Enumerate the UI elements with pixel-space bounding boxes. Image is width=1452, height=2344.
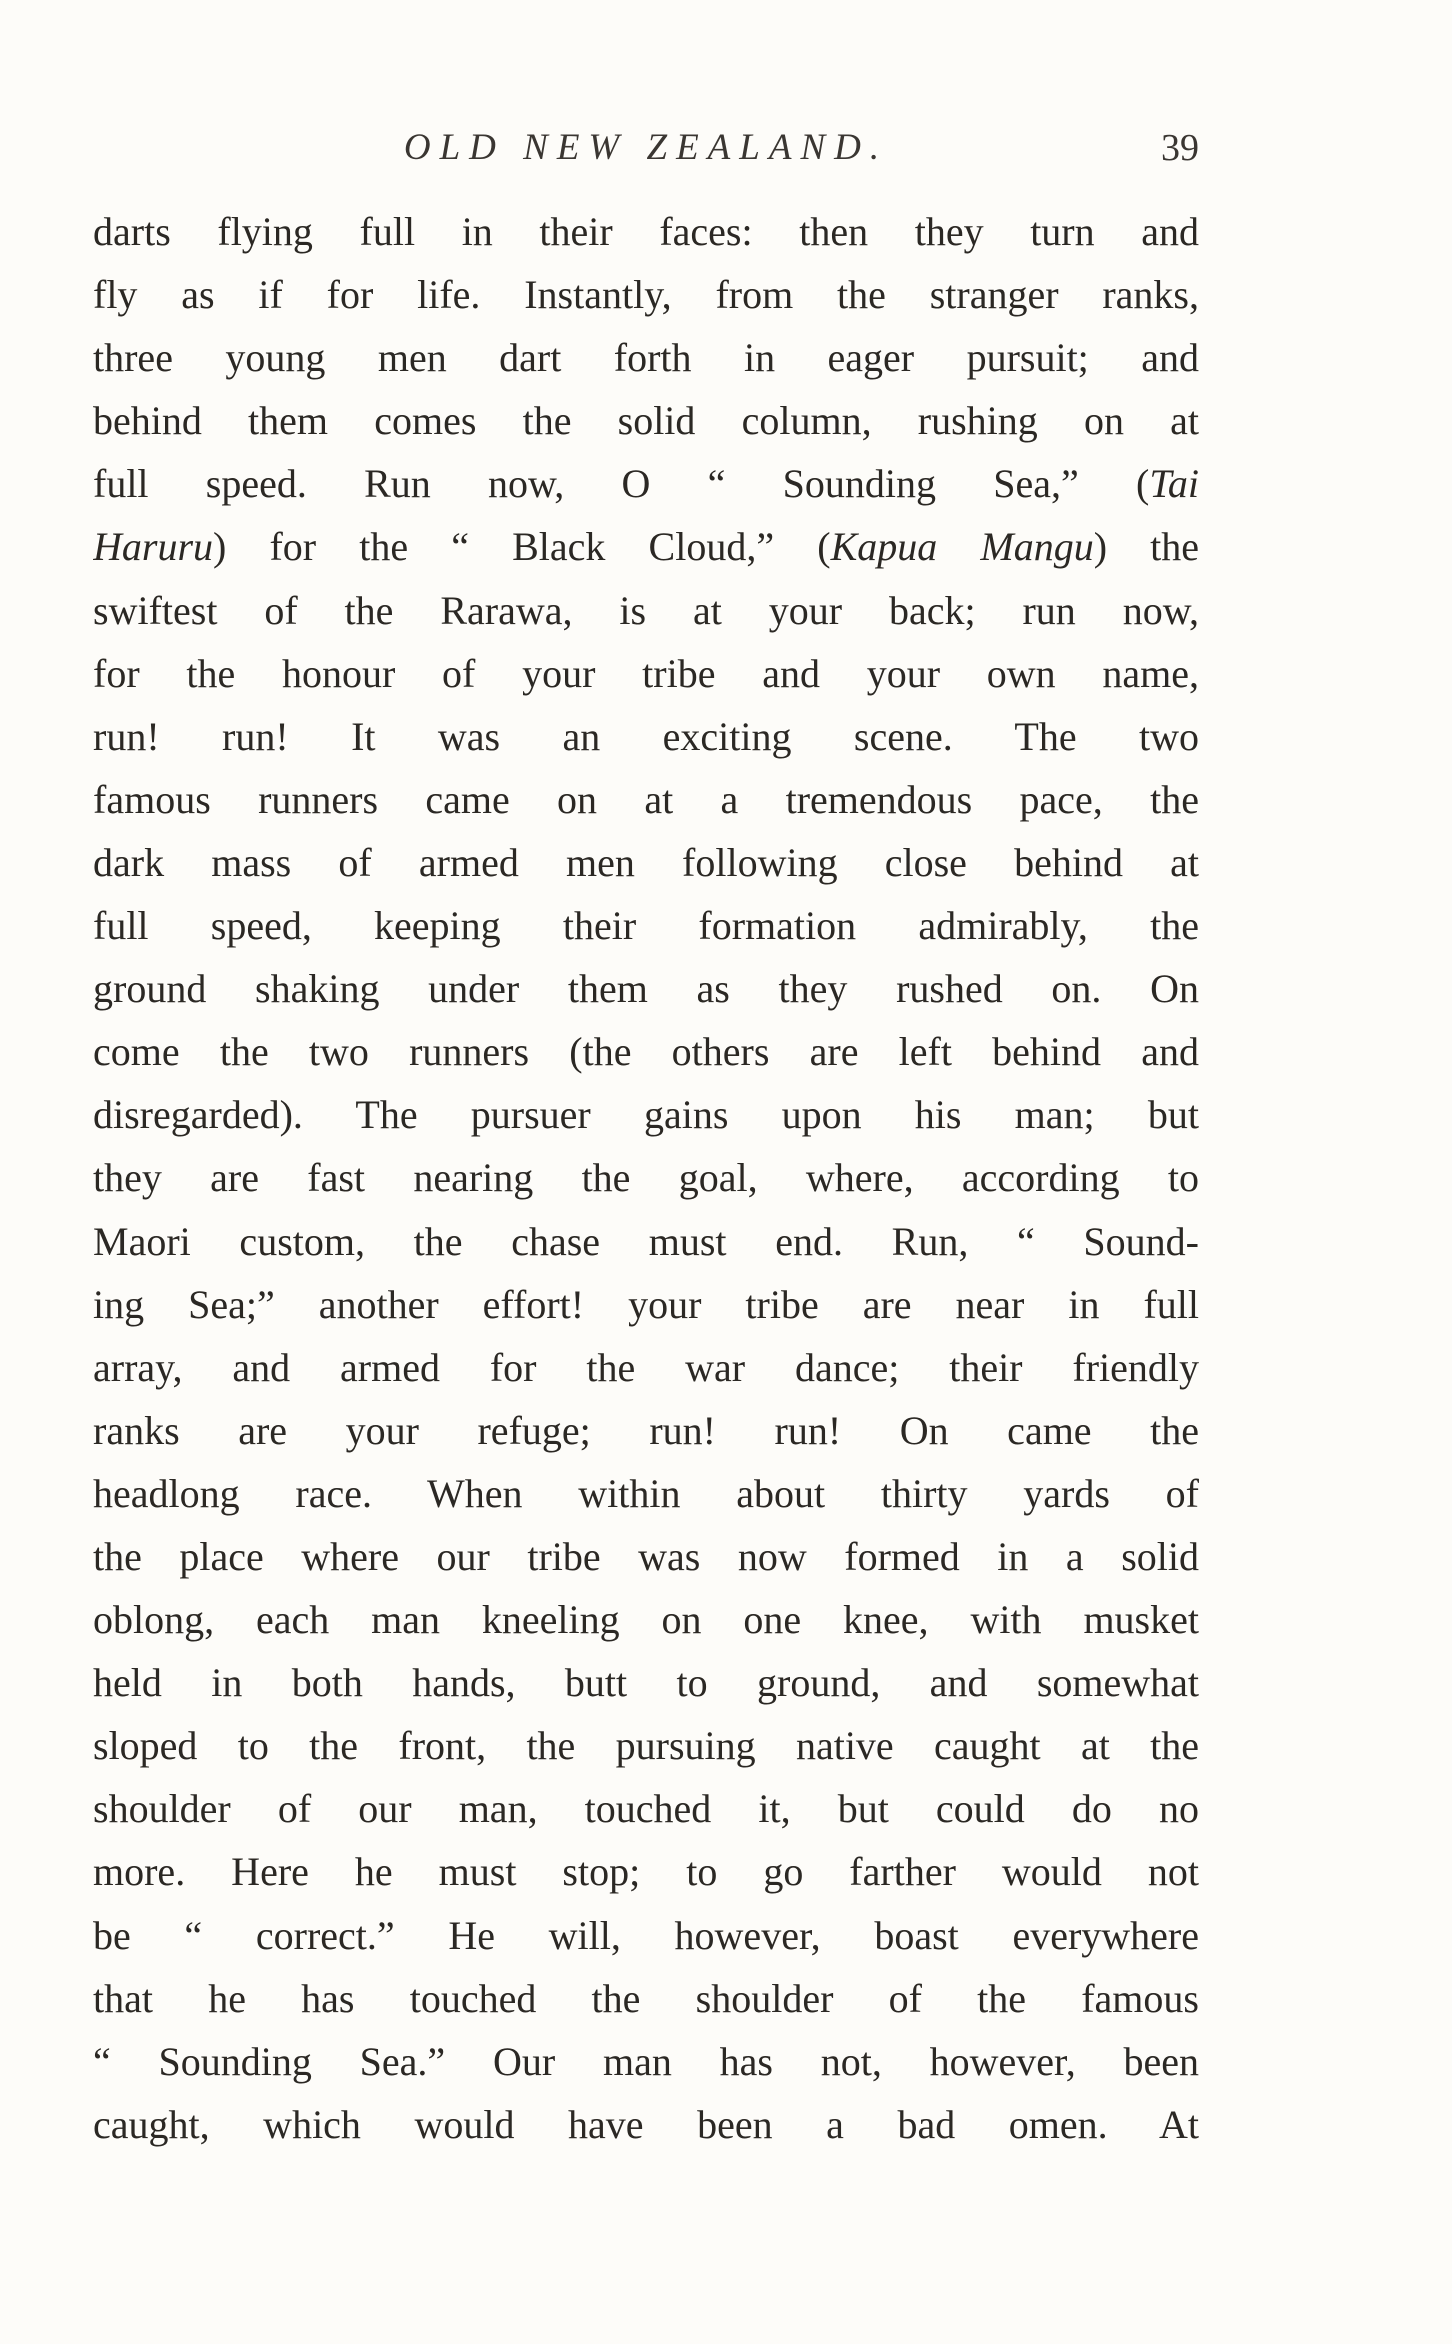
text-line: oblong, each man kneeling on one knee, with musket — [93, 1597, 1199, 1643]
text-line: array, and armed for the war dance; their friendly — [93, 1344, 1199, 1390]
text-line — [93, 515, 1199, 578]
text-line: Maori custom, the chase must end. Run, “ Sound- — [93, 1218, 1199, 1264]
text-line: the place where our tribe was now formed in a solid — [93, 1533, 1199, 1579]
text-run: full speed. Run now, O “ Sounding Sea,” ( — [93, 461, 1150, 507]
italic-run: Tai — [1149, 461, 1199, 507]
text-line: they are fast nearing the goal, where, according to — [93, 1155, 1199, 1201]
italic-run: Kapua Mangu — [830, 524, 1094, 570]
text-line: come the two runners (the others are left behind and — [93, 1029, 1199, 1075]
text-line: “ Sounding Sea.” Our man has not, however, been — [93, 2038, 1199, 2084]
text-line: run! run! It was an exciting scene. The two — [93, 713, 1199, 759]
text-line: shoulder of our man, touched it, but could do no — [93, 1786, 1199, 1832]
text-line: held in both hands, butt to ground, and somewhat — [93, 1660, 1199, 1706]
running-title: OLD NEW ZEALAND. — [403, 127, 889, 168]
text-line: more. Here he must stop; to go farther would not — [93, 1849, 1199, 1895]
text-line: fly as if for life. Instantly, from the stranger ranks, — [93, 272, 1199, 318]
text-line: disregarded). The pursuer gains upon his man; but — [93, 1092, 1199, 1138]
text-line: three young men dart forth in eager pursuit; and — [93, 335, 1199, 381]
text-line: sloped to the front, the pursuing native caught at the — [93, 1723, 1199, 1769]
text-run: ) the — [1093, 524, 1199, 570]
body-text — [93, 200, 1199, 2147]
page-header — [93, 118, 1199, 178]
text-line: for the honour of your tribe and your own name, — [93, 650, 1199, 696]
text-line: dark mass of armed men following close behind at — [93, 839, 1199, 885]
text-line: that he has touched the shoulder of the famous — [93, 1975, 1199, 2021]
text-line: headlong race. When within about thirty yards of — [93, 1470, 1199, 1516]
text-line: famous runners came on at a tremendous pace, the — [93, 776, 1199, 822]
text-line: be “ correct.” He will, however, boast everywhere — [93, 1912, 1199, 1958]
italic-run: Haruru — [93, 524, 214, 570]
text-line: ground shaking under them as they rushed on. On — [93, 966, 1199, 1012]
text-line: swiftest of the Rarawa, is at your back; run now, — [93, 587, 1199, 633]
text-line: full speed, keeping their formation admirably, the — [93, 903, 1199, 949]
text-line: ranks are your refuge; run! run! On came the — [93, 1407, 1199, 1453]
text-line — [93, 452, 1199, 515]
text-line: ing Sea;” another effort! your tribe are near in full — [93, 1281, 1199, 1327]
text-line: behind them comes the solid column, rushing on at — [93, 398, 1199, 444]
text-line: caught, which would have been a bad omen. At — [93, 2101, 1199, 2147]
text-run: ) for the “ Black Cloud,” ( — [213, 524, 831, 570]
page-number: 39 — [1161, 127, 1199, 169]
text-line: darts flying full in their faces: then they turn and — [93, 209, 1199, 254]
